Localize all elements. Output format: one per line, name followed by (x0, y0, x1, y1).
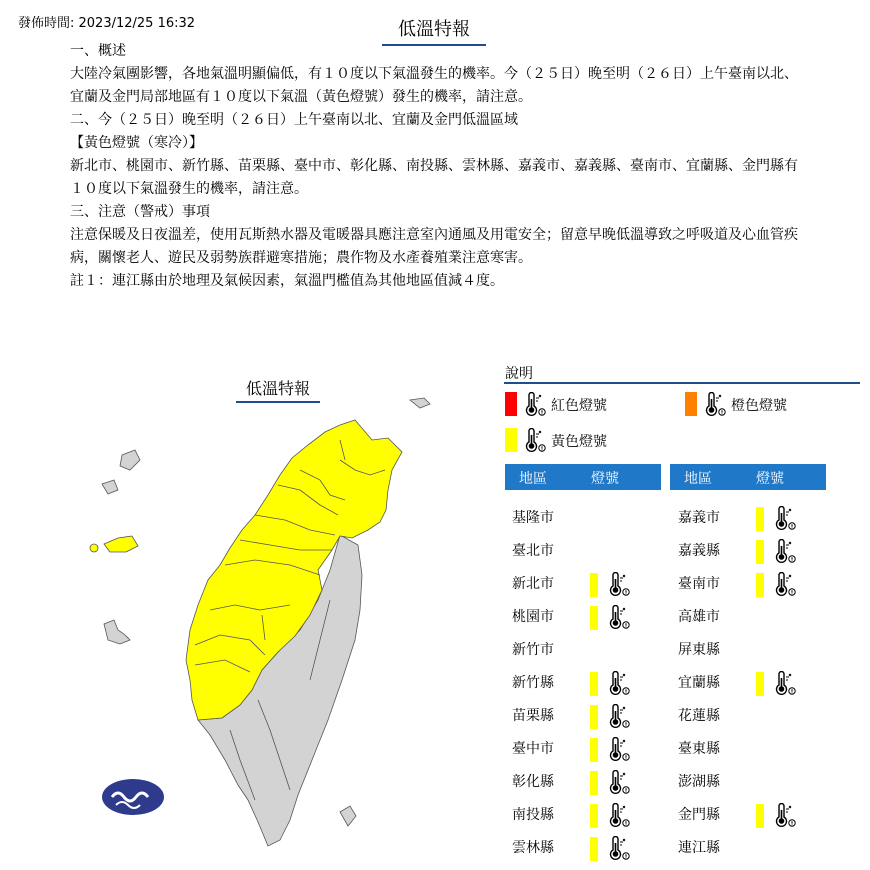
thermometer-icon (606, 704, 632, 730)
yellow-signal-bar (756, 540, 764, 564)
region-name: 花蓮縣 (678, 708, 720, 724)
table-row (512, 832, 662, 865)
thermometer-icon (606, 605, 632, 631)
taiwan-map (80, 385, 460, 855)
yellow-signal-heading: 【黃色燈號（寒冷）】 (70, 135, 203, 151)
thermometer-icon (522, 428, 548, 454)
section-heading-overview: 一、概述 (70, 43, 126, 59)
yellow-signal-bar (756, 573, 764, 597)
thermometer-icon (772, 506, 798, 532)
yellow-signal-bar (590, 804, 598, 828)
map-title: 低溫特報 (236, 376, 320, 403)
table-row (678, 568, 828, 601)
thermometer-icon (522, 392, 548, 418)
legend-divider (504, 382, 860, 384)
region-name: 新竹市 (512, 642, 554, 658)
region-name: 連江縣 (678, 840, 720, 856)
region-name: 嘉義市 (678, 510, 720, 526)
section-heading-area: 二、今（２５日）晚至明（２６日）上午臺南以北、宜蘭及金門低溫區域 (70, 112, 518, 128)
legend-label-red: 紅色燈號 (551, 398, 607, 414)
thermometer-icon (606, 737, 632, 763)
region-name: 臺東縣 (678, 741, 720, 757)
kinmen-islet (90, 544, 98, 552)
table-row (512, 502, 662, 535)
red-swatch (505, 392, 517, 416)
yellow-signal-bar (756, 672, 764, 696)
penghu-island (104, 620, 130, 644)
thermometer-icon (606, 803, 632, 829)
yellow-signal-bar (590, 672, 598, 696)
table-row (678, 733, 828, 766)
yellow-signal-bar (756, 507, 764, 531)
yellow-signal-bar (756, 804, 764, 828)
overview-text: 大陸冷氣團影響，各地氣溫明顯偏低，有１０度以下氣溫發生的機率。今（２５日）晚至明（２６日）上午臺南以北、宜蘭及金門局部地區有１０度以下氣溫（黃色燈號）發生的機率，請注意。 (70, 66, 798, 105)
thermometer-icon (702, 392, 728, 418)
region-name: 臺北市 (512, 543, 554, 559)
yellow-signal-bar (590, 771, 598, 795)
region-name: 基隆市 (512, 510, 554, 526)
cwa-logo-icon (102, 779, 164, 815)
table-row (678, 766, 828, 799)
table-header-right (670, 464, 826, 490)
region-name: 新竹縣 (512, 675, 554, 691)
caution-text: 注意保暖及日夜溫差，使用瓦斯熱水器及電暖器具應注意室內通風及用電安全；留意早晚低溫導致之呼吸道及心血管疾病，關懷老人、遊民及弱勢族群避寒措施；農作物及水產養殖業注意寒害。 (70, 227, 798, 266)
yellow-swatch (505, 428, 517, 452)
table-row (678, 535, 828, 568)
thermometer-icon (772, 803, 798, 829)
section-heading-caution: 三、注意（警戒）事項 (70, 204, 210, 220)
thermometer-icon (606, 836, 632, 862)
region-name: 屏東縣 (678, 642, 720, 658)
page-title: 低溫特報 (382, 15, 486, 46)
matsu-island (120, 450, 140, 470)
table-row (512, 535, 662, 568)
kinmen-island (104, 536, 138, 552)
region-name: 苗栗縣 (512, 708, 554, 724)
table-row (678, 667, 828, 700)
table-row (512, 601, 662, 634)
thermometer-icon (606, 770, 632, 796)
legend-title: 說明 (505, 366, 533, 382)
turtle-island (410, 398, 430, 408)
table-row (512, 568, 662, 601)
region-name: 臺中市 (512, 741, 554, 757)
region-name: 新北市 (512, 576, 554, 592)
table-row (678, 634, 828, 667)
table-row (512, 733, 662, 766)
table-row (678, 700, 828, 733)
region-name: 宜蘭縣 (678, 675, 720, 691)
header-signal: 燈號 (756, 471, 784, 487)
orange-swatch (685, 392, 697, 416)
thermometer-icon (606, 671, 632, 697)
table-row (678, 502, 828, 535)
region-name: 臺南市 (678, 576, 720, 592)
region-name: 彰化縣 (512, 774, 554, 790)
yellow-signal-areas: 新北市、桃園市、新竹縣、苗栗縣、臺中市、彰化縣、南投縣、雲林縣、嘉義市、嘉義縣、臺南市、宜蘭縣、金門縣有１０度以下氣溫發生的機率，請注意。 (70, 158, 798, 197)
table-row (678, 601, 828, 634)
thermometer-icon (772, 671, 798, 697)
yellow-signal-bar (590, 705, 598, 729)
thermometer-icon (772, 572, 798, 598)
header-signal: 燈號 (591, 471, 619, 487)
report-content (70, 40, 810, 293)
yellow-signal-bar (590, 837, 598, 861)
table-row (512, 667, 662, 700)
yellow-signal-bar (590, 606, 598, 630)
table-row (678, 832, 828, 865)
table-row (512, 634, 662, 667)
header-region: 地區 (519, 471, 547, 487)
table-row (512, 766, 662, 799)
region-name: 南投縣 (512, 807, 554, 823)
green-island (340, 806, 356, 826)
legend-item-red (505, 392, 655, 418)
matsu-island-2 (102, 480, 118, 494)
region-name: 雲林縣 (512, 840, 554, 856)
thermometer-icon (772, 539, 798, 565)
table-row (512, 799, 662, 832)
note-text: 註１：連江縣由於地理及氣候因素，氣溫門檻值為其他地區值減４度。 (70, 273, 504, 289)
issue-time: 發佈時間: 2023/12/25 16:32 (18, 16, 196, 31)
thermometer-icon (606, 572, 632, 598)
region-name: 高雄市 (678, 609, 720, 625)
legend-label-yellow: 黃色燈號 (551, 434, 607, 450)
header-region: 地區 (684, 471, 712, 487)
legend-item-orange (685, 392, 835, 418)
yellow-signal-bar (590, 573, 598, 597)
region-name: 桃園市 (512, 609, 554, 625)
yellow-signal-bar (590, 738, 598, 762)
region-name: 嘉義縣 (678, 543, 720, 559)
region-name: 澎湖縣 (678, 774, 720, 790)
legend-label-orange: 橙色燈號 (731, 398, 787, 414)
table-row (512, 700, 662, 733)
table-row (678, 799, 828, 832)
table-header-left (505, 464, 661, 490)
region-name: 金門縣 (678, 807, 720, 823)
legend-item-yellow (505, 428, 655, 454)
